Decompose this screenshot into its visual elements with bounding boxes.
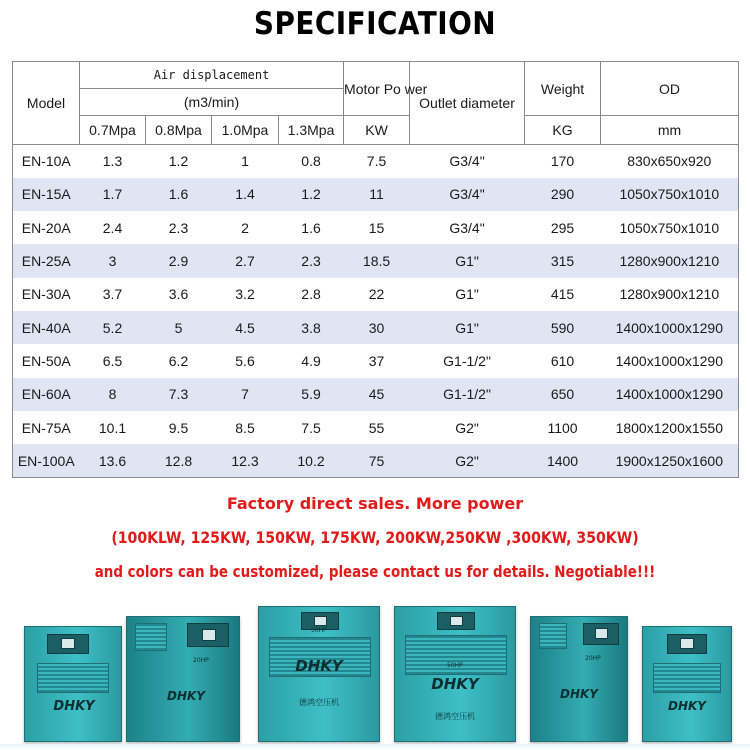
hp-label: 20HP xyxy=(193,657,209,664)
hp-label: 20HP xyxy=(585,655,601,662)
cell-flow-13: 7.5 xyxy=(279,411,344,444)
cell-model: EN-40A xyxy=(13,311,80,344)
cell-motor-kw: 15 xyxy=(344,211,410,244)
cell-od: 1280x900x1210 xyxy=(601,244,739,277)
floor-shadow xyxy=(0,744,750,750)
cell-model: EN-20A xyxy=(13,211,80,244)
cell-model: EN-100A xyxy=(13,444,80,477)
table-row xyxy=(13,244,739,277)
cell-outlet: G1-1/2" xyxy=(410,378,525,411)
cell-outlet: G3/4" xyxy=(410,178,525,211)
brand-logo: DHKY xyxy=(167,689,205,703)
product-lineup xyxy=(0,598,750,750)
cell-weight: 1100 xyxy=(525,411,601,444)
cell-od: 1280x900x1210 xyxy=(601,278,739,311)
cell-motor-kw: 22 xyxy=(344,278,410,311)
cell-flow-07: 1.7 xyxy=(80,178,146,211)
header-weight-unit: KG xyxy=(525,116,601,145)
cell-weight: 650 xyxy=(525,378,601,411)
header-air-displacement: Air displacement xyxy=(80,62,344,89)
cell-flow-10: 12.3 xyxy=(212,444,279,477)
header-pressure-10: 1.0Mpa xyxy=(212,116,279,145)
table-row xyxy=(13,145,739,178)
compressor-image xyxy=(24,626,122,742)
cell-flow-08: 2.9 xyxy=(146,244,212,277)
cell-flow-13: 3.8 xyxy=(279,311,344,344)
cell-flow-08: 3.6 xyxy=(146,278,212,311)
cell-flow-13: 2.3 xyxy=(279,244,344,277)
header-motor-unit: KW xyxy=(344,116,410,145)
cell-flow-10: 1.4 xyxy=(212,178,279,211)
cell-outlet: G1" xyxy=(410,278,525,311)
cell-od: 1800x1200x1550 xyxy=(601,411,739,444)
page-title: SPECIFICATION xyxy=(253,6,497,42)
promo-line-3: and colors can be customized, please contact us for details. Negotiable!!! xyxy=(94,562,656,581)
specification-table xyxy=(12,61,739,478)
brand-logo: DHKY xyxy=(431,675,479,693)
brand-chinese-name: 德鸿空压机 xyxy=(299,698,339,707)
cell-motor-kw: 55 xyxy=(344,411,410,444)
cell-flow-10: 4.5 xyxy=(212,311,279,344)
header-pressure-08: 0.8Mpa xyxy=(146,116,212,145)
cell-model: EN-25A xyxy=(13,244,80,277)
cell-od: 830x650x920 xyxy=(601,145,739,178)
cell-weight: 610 xyxy=(525,344,601,377)
compressor-image xyxy=(126,616,240,742)
cell-outlet: G1-1/2" xyxy=(410,344,525,377)
header-weight: Weight xyxy=(525,62,601,116)
cell-weight: 590 xyxy=(525,311,601,344)
cell-model: EN-30A xyxy=(13,278,80,311)
cell-flow-07: 2.4 xyxy=(80,211,146,244)
cell-flow-10: 7 xyxy=(212,378,279,411)
cell-weight: 170 xyxy=(525,145,601,178)
cell-motor-kw: 45 xyxy=(344,378,410,411)
cell-flow-13: 5.9 xyxy=(279,378,344,411)
promo-line-2: (100KLW, 125KW, 150KW, 175KW, 200KW,250KW ,300KW, 350KW) xyxy=(111,528,639,547)
cell-outlet: G2" xyxy=(410,411,525,444)
header-outlet-diameter: Outlet diameter xyxy=(410,62,525,145)
header-pressure-07: 0.7Mpa xyxy=(80,116,146,145)
cell-motor-kw: 30 xyxy=(344,311,410,344)
compressor-image xyxy=(394,606,516,742)
cell-flow-13: 4.9 xyxy=(279,344,344,377)
brand-logo: DHKY xyxy=(560,687,598,701)
brand-chinese-name: 德鸿空压机 xyxy=(435,712,475,721)
cell-motor-kw: 75 xyxy=(344,444,410,477)
cell-model: EN-60A xyxy=(13,378,80,411)
cell-flow-13: 1.2 xyxy=(279,178,344,211)
cell-flow-08: 12.8 xyxy=(146,444,212,477)
promo-line-1: Factory direct sales. More power xyxy=(226,494,524,513)
cell-flow-07: 13.6 xyxy=(80,444,146,477)
header-model: Model xyxy=(13,62,80,145)
cell-weight: 315 xyxy=(525,244,601,277)
cell-motor-kw: 7.5 xyxy=(344,145,410,178)
cell-flow-13: 10.2 xyxy=(279,444,344,477)
cell-flow-10: 2.7 xyxy=(212,244,279,277)
cell-flow-07: 6.5 xyxy=(80,344,146,377)
table-row xyxy=(13,411,739,444)
header-motor-power: Motor Po wer xyxy=(344,62,410,116)
cell-motor-kw: 18.5 xyxy=(344,244,410,277)
cell-flow-13: 1.6 xyxy=(279,211,344,244)
cell-flow-10: 8.5 xyxy=(212,411,279,444)
cell-flow-08: 9.5 xyxy=(146,411,212,444)
cell-od: 1050x750x1010 xyxy=(601,211,739,244)
cell-outlet: G3/4" xyxy=(410,211,525,244)
cell-flow-13: 0.8 xyxy=(279,145,344,178)
cell-flow-10: 2 xyxy=(212,211,279,244)
cell-weight: 1400 xyxy=(525,444,601,477)
table-row xyxy=(13,211,739,244)
cell-model: EN-10A xyxy=(13,145,80,178)
cell-flow-07: 10.1 xyxy=(80,411,146,444)
cell-od: 1400x1000x1290 xyxy=(601,344,739,377)
header-air-unit: (m3/min) xyxy=(80,89,344,116)
cell-outlet: G1" xyxy=(410,311,525,344)
cell-flow-10: 3.2 xyxy=(212,278,279,311)
cell-flow-10: 1 xyxy=(212,145,279,178)
cell-flow-08: 1.6 xyxy=(146,178,212,211)
cell-flow-08: 5 xyxy=(146,311,212,344)
cell-flow-13: 2.8 xyxy=(279,278,344,311)
cell-weight: 295 xyxy=(525,211,601,244)
cell-flow-08: 6.2 xyxy=(146,344,212,377)
cell-model: EN-15A xyxy=(13,178,80,211)
table-row xyxy=(13,311,739,344)
cell-outlet: G1" xyxy=(410,244,525,277)
cell-flow-07: 3 xyxy=(80,244,146,277)
cell-flow-07: 3.7 xyxy=(80,278,146,311)
cell-motor-kw: 11 xyxy=(344,178,410,211)
hp-label: 50HP xyxy=(311,627,327,634)
header-od: OD xyxy=(601,62,739,116)
compressor-image xyxy=(530,616,628,742)
table-row xyxy=(13,344,739,377)
cell-weight: 415 xyxy=(525,278,601,311)
cell-motor-kw: 37 xyxy=(344,344,410,377)
cell-flow-08: 2.3 xyxy=(146,211,212,244)
cell-outlet: G3/4" xyxy=(410,145,525,178)
compressor-image xyxy=(258,606,380,742)
cell-model: EN-50A xyxy=(13,344,80,377)
cell-flow-07: 1.3 xyxy=(80,145,146,178)
header-pressure-13: 1.3Mpa xyxy=(279,116,344,145)
brand-logo: DHKY xyxy=(53,699,95,714)
cell-outlet: G2" xyxy=(410,444,525,477)
table-row xyxy=(13,278,739,311)
header-od-unit: mm xyxy=(601,116,739,145)
cell-od: 1050x750x1010 xyxy=(601,178,739,211)
hp-label: 50HP xyxy=(447,662,463,669)
cell-od: 1900x1250x1600 xyxy=(601,444,739,477)
cell-flow-07: 5.2 xyxy=(80,311,146,344)
compressor-image xyxy=(642,626,732,742)
cell-od: 1400x1000x1290 xyxy=(601,378,739,411)
cell-weight: 290 xyxy=(525,178,601,211)
brand-logo: DHKY xyxy=(668,699,706,713)
table-row xyxy=(13,178,739,211)
table-row xyxy=(13,444,739,477)
table-row xyxy=(13,378,739,411)
cell-flow-08: 1.2 xyxy=(146,145,212,178)
cell-flow-08: 7.3 xyxy=(146,378,212,411)
cell-flow-10: 5.6 xyxy=(212,344,279,377)
brand-logo: DHKY xyxy=(295,657,343,675)
cell-flow-07: 8 xyxy=(80,378,146,411)
cell-od: 1400x1000x1290 xyxy=(601,311,739,344)
cell-model: EN-75A xyxy=(13,411,80,444)
specification-table-body xyxy=(13,145,739,478)
